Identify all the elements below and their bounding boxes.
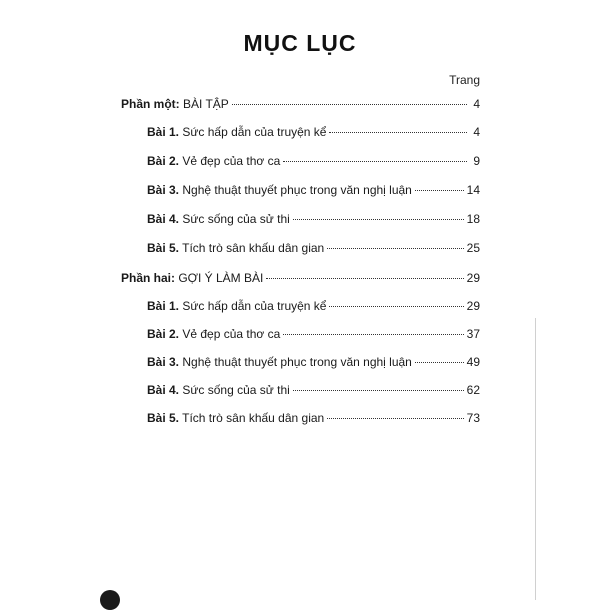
- toc-entry-number: Bài 4.: [147, 212, 180, 226]
- toc-page-number: 73: [466, 411, 480, 425]
- toc-part-name: GỢI Ý LÀM BÀI: [175, 271, 264, 285]
- dot-leader: [329, 131, 467, 133]
- toc-part-label: [121, 96, 229, 112]
- toc-part-name: BÀI TẬP: [179, 97, 229, 111]
- toc-entry-number: Bài 2.: [147, 154, 180, 168]
- toc-entry-title: Sức sống của sử thi: [179, 383, 290, 397]
- toc-page-number: 14: [466, 183, 480, 197]
- toc-part-2: [121, 270, 480, 286]
- dot-leader: [283, 333, 463, 335]
- toc-entry-label: [147, 124, 326, 140]
- toc-entry-label: [147, 182, 412, 198]
- toc-entry-title: Tích trò sân khấu dân gian: [179, 411, 325, 425]
- toc-entry-label: [147, 382, 290, 398]
- toc-entry-label: [147, 410, 324, 426]
- toc-entry-number: Bài 3.: [147, 355, 180, 369]
- toc-entry-1-2: [147, 153, 480, 169]
- toc-page-number: 25: [466, 241, 480, 255]
- toc-entry-1-3: [147, 182, 480, 198]
- toc-entry-1-4: [147, 211, 480, 227]
- dot-leader: [415, 361, 464, 363]
- toc-entry-number: Bài 4.: [147, 383, 180, 397]
- toc-entry-title: Sức sống của sử thi: [179, 212, 290, 226]
- toc-page-number: 18: [466, 212, 480, 226]
- toc-entry-label: [147, 298, 326, 314]
- page-title: MỤC LỤC: [243, 30, 357, 56]
- toc-entry-1-1: [147, 124, 480, 140]
- dot-leader: [327, 247, 463, 249]
- toc-entry-title: Sức hấp dẫn của truyện kể: [179, 299, 327, 313]
- toc-page-number: 62: [466, 383, 480, 397]
- toc-page-number: 9: [473, 154, 480, 168]
- dot-leader: [293, 389, 464, 391]
- toc-part-1: [121, 96, 480, 112]
- toc-page-number: 49: [466, 355, 480, 369]
- page-number-circle: [100, 590, 120, 610]
- dot-leader: [266, 277, 463, 279]
- toc-entry-number: Bài 5.: [147, 241, 180, 255]
- toc-entry-label: [147, 354, 412, 370]
- toc-entry-label: [147, 240, 324, 256]
- toc-entry-2-4: [147, 382, 480, 398]
- toc-entry-2-2: [147, 326, 480, 342]
- page-fold-line: [535, 318, 536, 600]
- toc-entry-number: Bài 3.: [147, 183, 180, 197]
- toc-page-number: 29: [466, 271, 480, 285]
- toc-page-number: 4: [473, 97, 480, 111]
- toc-entry-label: [147, 326, 280, 342]
- toc-part-prefix: Phần một:: [121, 97, 180, 111]
- toc-entry-2-5: [147, 410, 480, 426]
- dot-leader: [283, 160, 467, 162]
- dot-leader: [232, 103, 467, 105]
- toc-entry-title: Tích trò sân khấu dân gian: [179, 241, 325, 255]
- page-column-label: Trang: [449, 73, 480, 87]
- toc-entry-label: [147, 211, 290, 227]
- toc-entry-1-5: [147, 240, 480, 256]
- toc-entry-title: Vẻ đẹp của thơ ca: [179, 327, 281, 341]
- dot-leader: [293, 218, 464, 220]
- toc-entry-label: [147, 153, 280, 169]
- toc-entry-title: Nghệ thuật thuyết phục trong văn nghị luận: [179, 183, 412, 197]
- toc-entry-2-1: [147, 298, 480, 314]
- dot-leader: [327, 417, 463, 419]
- toc-entry-number: Bài 5.: [147, 411, 180, 425]
- toc-entry-number: Bài 1.: [147, 299, 180, 313]
- toc-page-number: 29: [466, 299, 480, 313]
- toc-page-number: 4: [473, 125, 480, 139]
- toc-part-prefix: Phần hai:: [121, 271, 176, 285]
- dot-leader: [415, 189, 464, 191]
- toc-part-label: [121, 270, 263, 286]
- dot-leader: [329, 305, 463, 307]
- toc-entry-title: Nghệ thuật thuyết phục trong văn nghị luận: [179, 355, 412, 369]
- toc-entry-2-3: [147, 354, 480, 370]
- toc-entry-title: Vẻ đẹp của thơ ca: [179, 154, 281, 168]
- toc-page-number: 37: [466, 327, 480, 341]
- toc-entry-number: Bài 1.: [147, 125, 180, 139]
- toc-entry-title: Sức hấp dẫn của truyện kể: [179, 125, 327, 139]
- toc-entry-number: Bài 2.: [147, 327, 180, 341]
